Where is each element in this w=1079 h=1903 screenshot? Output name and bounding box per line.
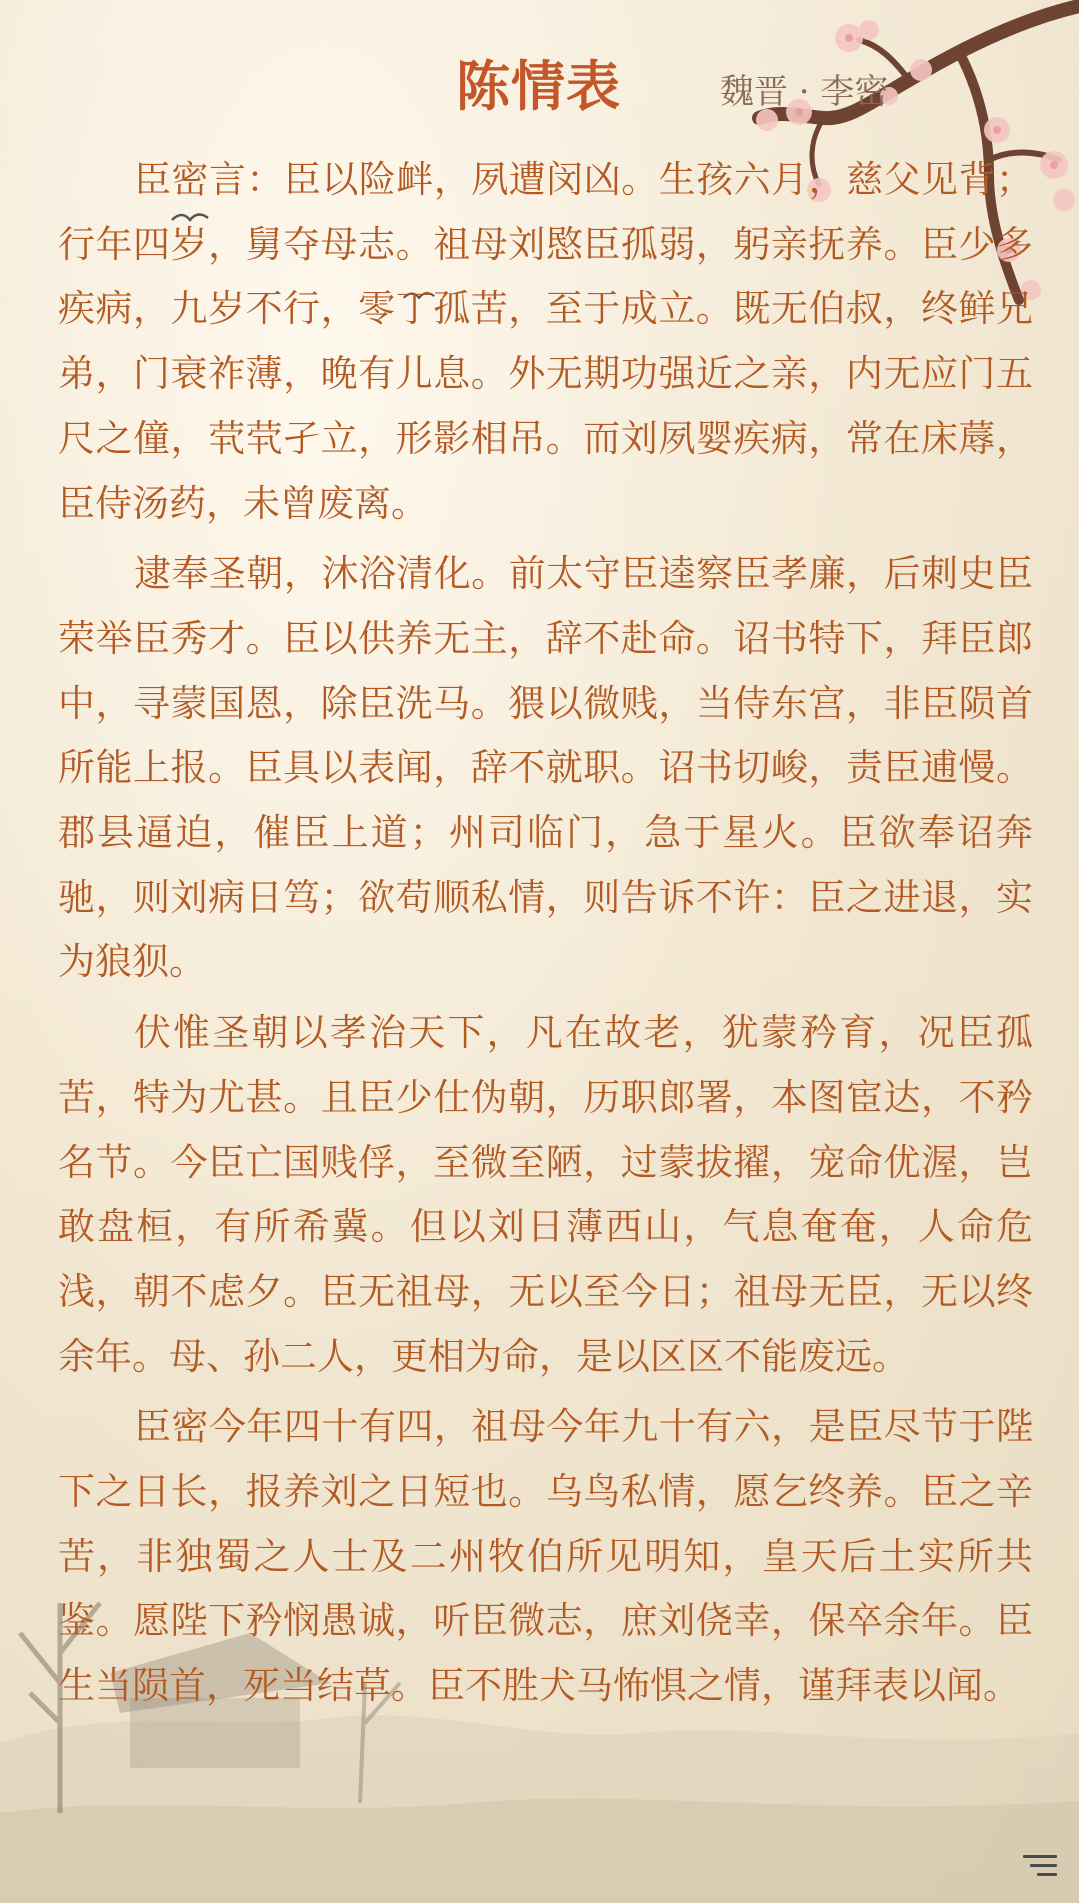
poem-author: 魏晋 · 李密 — [720, 72, 889, 112]
poem-body — [58, 148, 1033, 1725]
paragraph-4: 臣密今年四十有四，祖母今年九十有六，是臣尽节于陛下之日长，报养刘之日短也。乌鸟私情，愿乞终养。臣之辛苦，非独蜀之人士及二州牧伯所见明知，皇天后土实所共鉴。愿陛下矜悯愚诚，听臣微志，庶刘侥幸，保卒余年。臣生当陨首，死当结草。臣不胜犬马怖惧之情，谨拜表以闻。 — [58, 1405, 1033, 1708]
paragraph-1: 臣密言：臣以险衅，夙遭闵凶。生孩六月，慈父见背；行年四岁，舅夺母志。祖母刘愍臣孤弱，躬亲抚养。臣少多疾病，九岁不行，零丁孤苦，至于成立。既无伯叔，终鲜兄弟，门衰祚薄，晚有儿息。外无期功强近之亲，内无应门五尺之僮，茕茕孑立，形影相吊。而刘夙婴疾病，常在床蓐，臣侍汤药，未曾废离。 — [58, 158, 1033, 525]
poem-title: 陈情表 — [456, 55, 621, 118]
more-lines-icon[interactable] — [1023, 1855, 1057, 1879]
paragraph-2: 逮奉圣朝，沐浴清化。前太守臣逵察臣孝廉，后刺史臣荣举臣秀才。臣以供养无主，辞不赴命。诏书特下，拜臣郎中，寻蒙国恩，除臣洗马。猥以微贱，当侍东宫，非臣陨首所能上报。臣具以表闻，辞不就职。诏书切峻，责臣逋慢。郡县逼迫，催臣上道；州司临门，急于星火。臣欲奉诏奔驰，则刘病日笃；欲苟顺私情，则告诉不许：臣之进退，实为狼狈。 — [58, 552, 1033, 984]
paragraph-3: 伏惟圣朝以孝治天下，凡在故老，犹蒙矜育，况臣孤苦，特为尤甚。且臣少仕伪朝，历职郎署，本图宦达，不矜名节。今臣亡国贱俘，至微至陋，过蒙拔擢，宠命优渥，岂敢盘桓，有所希冀。但以刘日薄西山，气息奄奄，人命危浅，朝不虑夕。臣无祖母，无以至今日；祖母无臣，无以终余年。母、孙二人，更相为命，是以区区不能废远。 — [58, 1011, 1033, 1378]
